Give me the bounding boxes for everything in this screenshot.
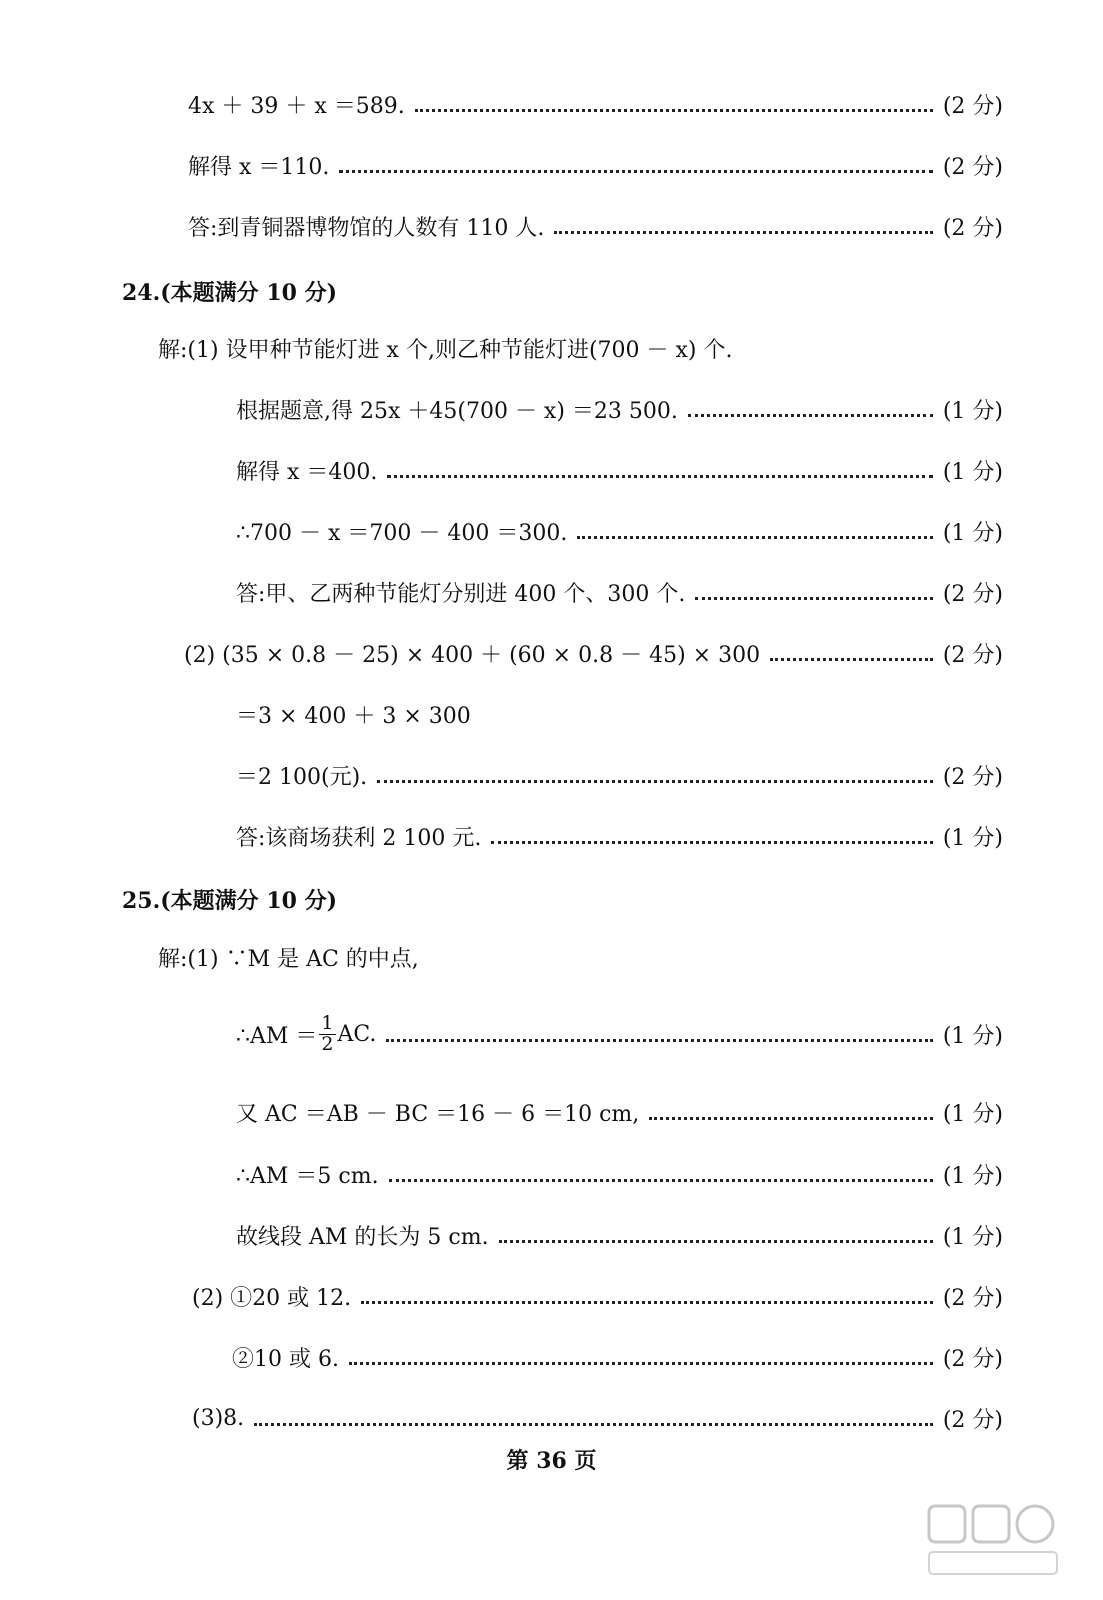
dot-leader <box>577 536 933 539</box>
line-text: AC. <box>337 1021 377 1047</box>
dot-leader <box>339 170 932 173</box>
line-because <box>158 937 419 977</box>
question-25-heading: 25.(本题满分 10 分) <box>122 888 338 914</box>
dot-leader <box>387 475 932 478</box>
line-text: ＝2 100(元). <box>236 764 368 790</box>
score-label: (2 分) <box>942 93 1003 119</box>
line-text: ∴AM ＝5 cm. <box>236 1163 379 1189</box>
score-label: (2 分) <box>942 1346 1003 1372</box>
line-equation <box>188 84 1003 124</box>
line-profit-calc <box>184 633 1003 673</box>
line-text: 解得 x ＝400. <box>236 459 378 485</box>
score-label: (1 分) <box>942 1163 1003 1189</box>
line-text: 答:甲、乙两种节能灯分别进 400 个、300 个. <box>236 581 686 607</box>
dot-leader <box>389 1179 933 1182</box>
dot-leader <box>649 1117 933 1120</box>
dot-leader <box>415 109 933 112</box>
watermark-logo <box>923 1500 1063 1580</box>
line-fraction <box>236 1008 1003 1060</box>
line-text: (3)8. <box>192 1405 245 1431</box>
line-setup <box>158 328 733 368</box>
line-text: ＝3 × 400 ＋ 3 × 300 <box>236 703 471 729</box>
line-text: 解:(1) ∵M 是 AC 的中点, <box>158 946 419 972</box>
line-text: ∴700 － x ＝700 － 400 ＝300. <box>236 520 568 546</box>
line-text: 答:该商场获利 2 100 元. <box>236 825 482 851</box>
dot-leader <box>770 658 933 661</box>
line-part3 <box>192 1398 1003 1438</box>
dot-leader <box>695 597 932 600</box>
line-am-result <box>236 1154 1003 1194</box>
score-label: (1 分) <box>942 520 1003 546</box>
score-label: (2 分) <box>942 642 1003 668</box>
line-profit-result <box>236 755 1003 795</box>
score-label: (1 分) <box>942 825 1003 851</box>
line-solve <box>236 450 1003 490</box>
line-answer <box>188 206 1003 246</box>
dot-leader <box>688 414 933 417</box>
score-label: (1 分) <box>942 398 1003 424</box>
line-equation <box>236 389 1003 429</box>
page-number: 第 36 页 <box>506 1448 597 1474</box>
fraction-denominator: 2 <box>321 1032 334 1055</box>
dot-leader <box>491 841 932 844</box>
line-part2-b <box>232 1337 1003 1377</box>
score-label: (1 分) <box>942 459 1003 485</box>
line-text: 又 AC ＝AB － BC ＝16 － 6 ＝10 cm, <box>236 1101 640 1127</box>
line-text: 解:(1) 设甲种节能灯进 x 个,则乙种节能灯进(700 － x) 个. <box>158 337 733 363</box>
line-answer <box>236 816 1003 856</box>
line-text: (2) (35 × 0.8 － 25) × 400 ＋ (60 × 0.8 － 45) × 300 <box>184 642 761 668</box>
line-text: 根据题意,得 25x ＋45(700 － x) ＝23 500. <box>236 398 678 424</box>
line-therefore <box>236 511 1003 551</box>
score-label: (2 分) <box>942 1285 1003 1311</box>
dot-leader <box>499 1240 933 1243</box>
line-ac-length <box>236 1092 1003 1132</box>
score-label: (1 分) <box>942 1224 1003 1250</box>
score-label: (2 分) <box>942 581 1003 607</box>
line-conclusion <box>236 1215 1003 1255</box>
dot-leader <box>349 1362 933 1365</box>
fraction-numerator: 1 <box>321 1011 334 1034</box>
line-text: ②10 或 6. <box>232 1346 339 1372</box>
line-text: (2) ①20 或 12. <box>192 1285 352 1311</box>
line-part2-a <box>192 1276 1003 1316</box>
score-label: (1 分) <box>942 1023 1003 1049</box>
line-answer <box>236 572 1003 612</box>
score-label: (2 分) <box>942 1407 1003 1433</box>
score-label: (2 分) <box>942 154 1003 180</box>
line-text: 解得 x ＝110. <box>188 154 330 180</box>
score-label: (1 分) <box>942 1101 1003 1127</box>
line-text: 答:到青铜器博物馆的人数有 110 人. <box>188 215 545 241</box>
score-label: (2 分) <box>942 764 1003 790</box>
line-text: 故线段 AM 的长为 5 cm. <box>236 1224 489 1250</box>
line-profit-step <box>236 694 471 734</box>
score-label: (2 分) <box>942 215 1003 241</box>
dot-leader <box>361 1301 933 1304</box>
dot-leader <box>377 780 933 783</box>
dot-leader <box>386 1039 932 1042</box>
line-text: 4x ＋ 39 ＋ x ＝589. <box>188 93 405 119</box>
fraction <box>319 1011 335 1055</box>
dot-leader <box>254 1423 933 1426</box>
line-text: ∴AM ＝ <box>236 1023 318 1049</box>
dot-leader <box>554 231 932 234</box>
question-24-heading: 24.(本题满分 10 分) <box>122 280 338 306</box>
line-solve <box>188 145 1003 185</box>
